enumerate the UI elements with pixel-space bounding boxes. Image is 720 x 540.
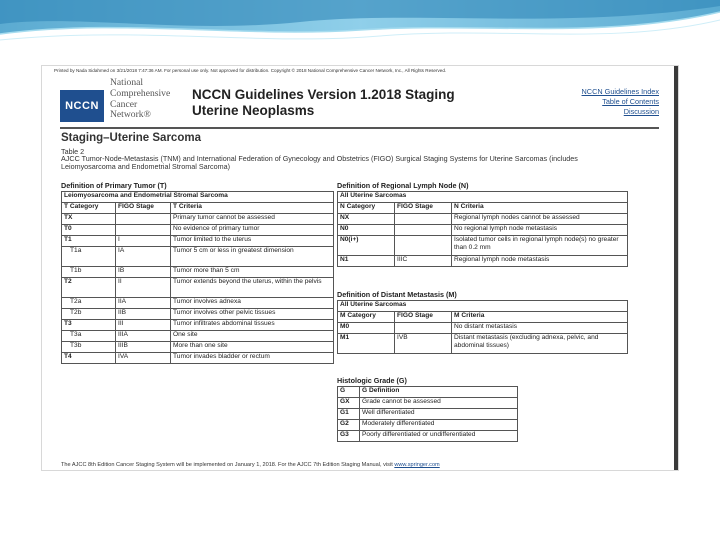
lymph-node-heading: Definition of Regional Lymph Node (N) bbox=[337, 181, 469, 190]
metastasis-table bbox=[337, 300, 628, 354]
nccn-logo-name: National Comprehensive Cancer Network® bbox=[110, 77, 171, 121]
table-row: M0 No distant metastasis bbox=[338, 323, 628, 334]
table-row: N1 IIIC Regional lymph node metastasis bbox=[338, 256, 628, 267]
table-label: Table 2 bbox=[61, 147, 85, 156]
grade-table bbox=[337, 386, 518, 442]
guidelines-index-link[interactable]: NCCN Guidelines Index bbox=[581, 87, 659, 96]
table-row: N0 No regional lymph node metastasis bbox=[338, 225, 628, 236]
primary-tumor-table bbox=[61, 191, 334, 364]
grade-heading: Histologic Grade (G) bbox=[337, 376, 407, 385]
table-row: GX Grade cannot be assessed bbox=[338, 398, 518, 409]
page-subtitle: Uterine Neoplasms bbox=[192, 103, 315, 118]
table-row: G2 Moderately differentiated bbox=[338, 420, 518, 431]
primary-tumor-heading: Definition of Primary Tumor (T) bbox=[61, 181, 167, 190]
nav-links bbox=[582, 87, 659, 117]
metastasis-heading: Definition of Distant Metastasis (M) bbox=[337, 290, 457, 299]
table-row: G3 Poorly differentiated or undifferentiated bbox=[338, 431, 518, 442]
column-header: T Criteria bbox=[171, 203, 334, 214]
table-row: T2 II Tumor extends beyond the uterus, within the pelvis bbox=[62, 278, 334, 298]
lymph-node-table bbox=[337, 191, 628, 267]
table-row: M1 IVB Distant metastasis (excluding adnexa, pelvic, and abdominal tissues) bbox=[338, 334, 628, 354]
column-header: N Criteria bbox=[452, 203, 628, 214]
document-page bbox=[42, 66, 678, 470]
column-header: N Category bbox=[338, 203, 395, 214]
page-edge bbox=[674, 66, 678, 470]
table-description: AJCC Tumor-Node-Metastasis (TNM) and International Federation of Gynecology and Obstetrics (FIGO) Surgical Staging Systems for Uterine Sarcomas (includes Leiomyosarcoma and Endometrial Stromal Sarcoma) bbox=[61, 154, 578, 172]
decorative-wave bbox=[0, 0, 720, 70]
printed-by-line: Printed by Nada Sidahmed on 3/21/2018 7:47:36 AM. For personal use only. Not approved for distribution. Copyright © 2018 National Comprehensive Cancer Network, Inc., All Rights Reserved. bbox=[54, 68, 447, 73]
table-of-contents-link[interactable]: Table of Contents bbox=[602, 97, 659, 106]
nccn-logo: NCCN bbox=[60, 90, 104, 122]
table-row: NX Regional lymph nodes cannot be assessed bbox=[338, 214, 628, 225]
table-row: T2b IIB Tumor involves other pelvic tissues bbox=[62, 309, 334, 320]
table-span-header: All Uterine Sarcomas bbox=[338, 192, 628, 203]
table-row: T1a IA Tumor 5 cm or less in greatest dimension bbox=[62, 247, 334, 267]
table-span-header: Leiomyosarcoma and Endometrial Stromal Sarcoma bbox=[62, 192, 334, 203]
table-row: T4 IVA Tumor invades bladder or rectum bbox=[62, 353, 334, 364]
column-header: G bbox=[338, 387, 360, 398]
column-header: T Category bbox=[62, 203, 116, 214]
column-header: FIGO Stage bbox=[116, 203, 171, 214]
discussion-link[interactable]: Discussion bbox=[623, 107, 659, 116]
page-title: NCCN Guidelines Version 1.2018 Staging bbox=[192, 87, 455, 102]
table-row: TX Primary tumor cannot be assessed bbox=[62, 214, 334, 225]
column-header: FIGO Stage bbox=[395, 312, 452, 323]
column-header: M Category bbox=[338, 312, 395, 323]
header-divider bbox=[60, 127, 659, 129]
column-header: FIGO Stage bbox=[395, 203, 452, 214]
table-row: T1 I Tumor limited to the uterus bbox=[62, 236, 334, 247]
footer-note: The AJCC 8th Edition Cancer Staging System will be implemented on January 1, 2018. For the AJCC 7th Edition Staging Manual, visit www.springer.com bbox=[61, 462, 440, 468]
table-row: T2a IIA Tumor involves adnexa bbox=[62, 298, 334, 309]
springer-link[interactable]: www.springer.com bbox=[394, 462, 440, 468]
table-span-header: All Uterine Sarcomas bbox=[338, 301, 628, 312]
table-row: G1 Well differentiated bbox=[338, 409, 518, 420]
table-row: T3 III Tumor infiltrates abdominal tissues bbox=[62, 320, 334, 331]
column-header: G Definition bbox=[360, 387, 518, 398]
table-row: T3a IIIA One site bbox=[62, 331, 334, 342]
table-row: T0 No evidence of primary tumor bbox=[62, 225, 334, 236]
column-header: M Criteria bbox=[452, 312, 628, 323]
table-row: T3b IIIB More than one site bbox=[62, 342, 334, 353]
table-row: T1b IB Tumor more than 5 cm bbox=[62, 267, 334, 278]
table-row: N0(i+) Isolated tumor cells in regional lymph node(s) no greater than 0.2 mm bbox=[338, 236, 628, 256]
section-title: Staging–Uterine Sarcoma bbox=[61, 132, 201, 144]
